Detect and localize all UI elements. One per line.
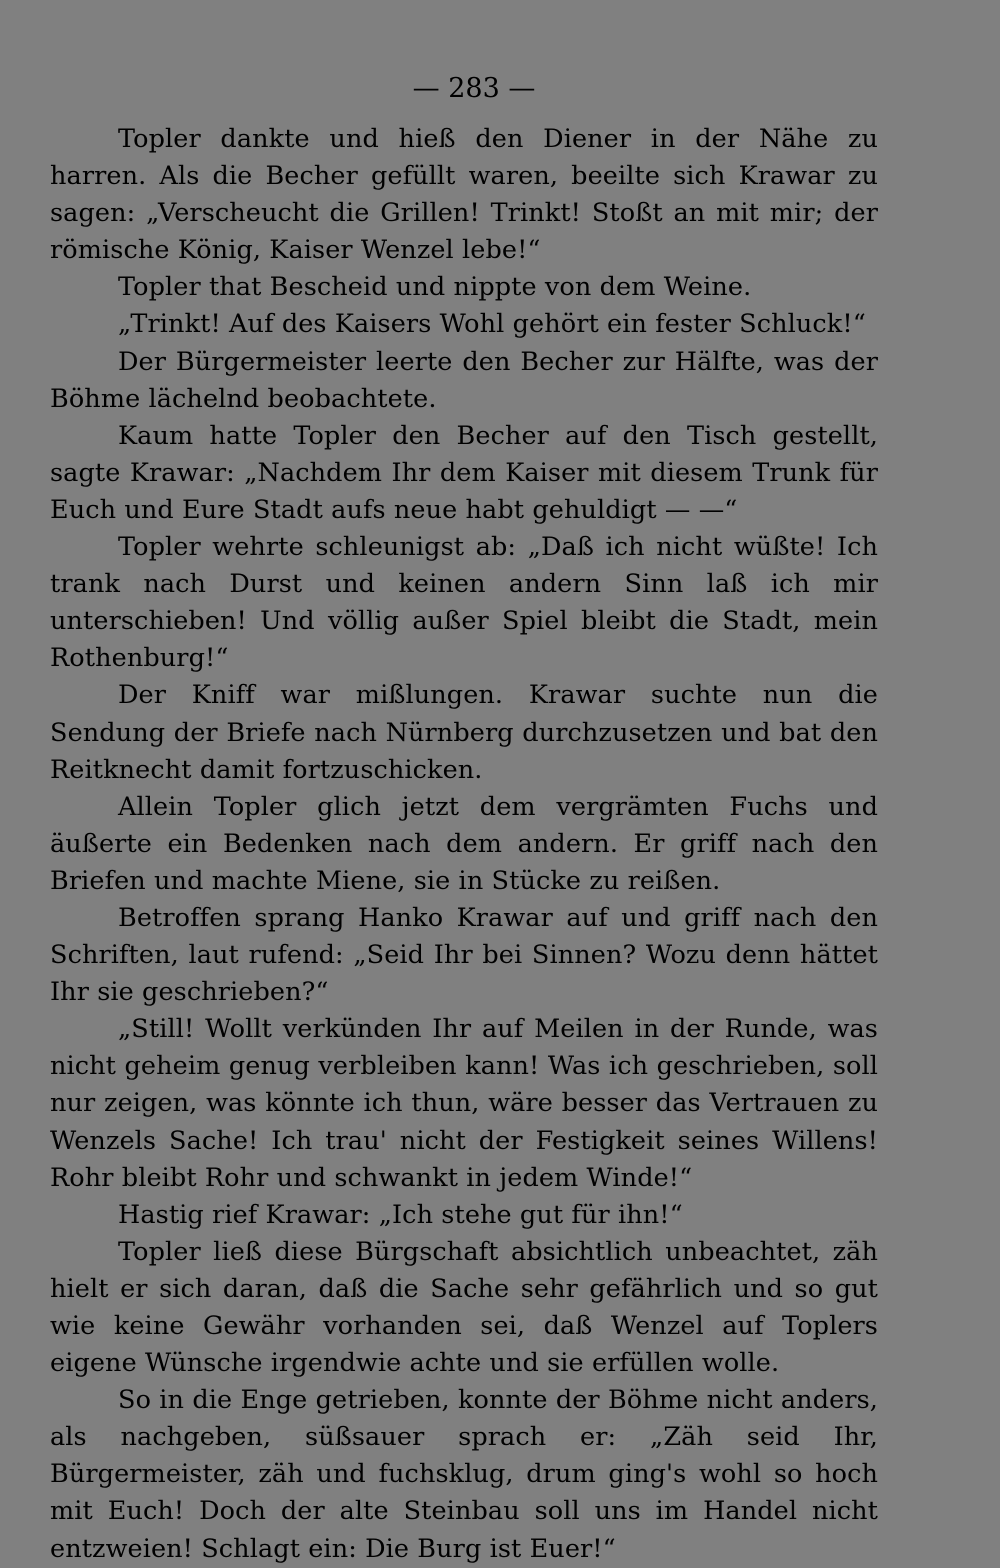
paragraph: Der Bürgermeister leerte den Becher zur Hälfte, was der Böhme lächelnd beobachtete.	[50, 346, 878, 414]
paragraph: Der Kniff war mißlungen. Krawar suchte nun die Sendung der Briefe nach Nürnberg durchzusetzen und bat den Reitknecht damit fortzuschicken.	[50, 680, 878, 785]
paragraph: Allein Topler glich jetzt dem vergrämten Fuchs und äußerte ein Bedenken nach dem andern. Er griff nach den Briefen und machte Miene, sie in Stücke zu reißen.	[50, 791, 878, 896]
paragraph: Topler wehrte schleunigst ab: „Daß ich nicht wüßte! Ich trank nach Durst und keinen andern Sinn laß ich mir unterschieben! Und völlig außer Spiel bleibt die Stadt, mein Rothenburg!“	[50, 532, 878, 674]
body-text	[50, 121, 878, 1568]
paragraph: Kaum hatte Topler den Becher auf den Tisch gestellt, sagte Krawar: „Nachdem Ihr dem Kaiser mit diesem Trunk für Euch und Eure Stadt aufs neue habt gehuldigt — —“	[50, 420, 878, 525]
paragraph: „Trinkt! Auf des Kaisers Wohl gehört ein fester Schluck!“	[118, 309, 866, 340]
paragraph: Topler dankte und hieß den Diener in der Nähe zu harren. Als die Becher gefüllt waren, beeilte sich Krawar zu sagen: „Verscheucht die Grillen! Trinkt! Stoßt an mit mir; der römische König, Kaiser Wenzel lebe!“	[50, 124, 878, 266]
paragraph: Topler ließ diese Bürgschaft absichtlich unbeachtet, zäh hielt er sich daran, daß die Sache sehr gefährlich und so gut wie keine Gewähr vorhanden sei, daß Wenzel auf Toplers eigene Wünsche irgendwie achte und sie erfüllen wolle.	[50, 1236, 878, 1379]
page-number: — 283 —	[412, 73, 536, 104]
paragraph: Hastig rief Krawar: „Ich stehe gut für ihn!“	[118, 1199, 683, 1230]
paragraph: „Still! Wollt verkünden Ihr auf Meilen in der Runde, was nicht geheim genug verbleiben kann! Was ich geschrieben, soll nur zeigen, was könnte ich thun, wäre besser das Vertrauen zu Wenzels Sache! Ich trau' nicht der Festigkeit seines Willens! Rohr bleibt Rohr und schwankt in jedem Winde!“	[50, 1014, 878, 1193]
paragraph: Betroffen sprang Hanko Krawar auf und griff nach den Schriften, laut rufend: „Seid Ihr bei Sinnen? Wozu denn hättet Ihr sie geschrieben?“	[50, 902, 878, 1008]
paragraph: So in die Enge getrieben, konnte der Böhme nicht anders, als nachgeben, süßsauer sprach er: „Zäh seid Ihr, Bürgermeister, zäh und fuchsklug, drum ging's wohl so hoch mit Euch! Doch der alte Steinbau soll uns im Handel nicht entzweien! Schlagt ein: Die Burg ist Euer!“	[50, 1385, 878, 1564]
paragraph: Topler that Bescheid und nippte von dem Weine.	[118, 272, 752, 303]
